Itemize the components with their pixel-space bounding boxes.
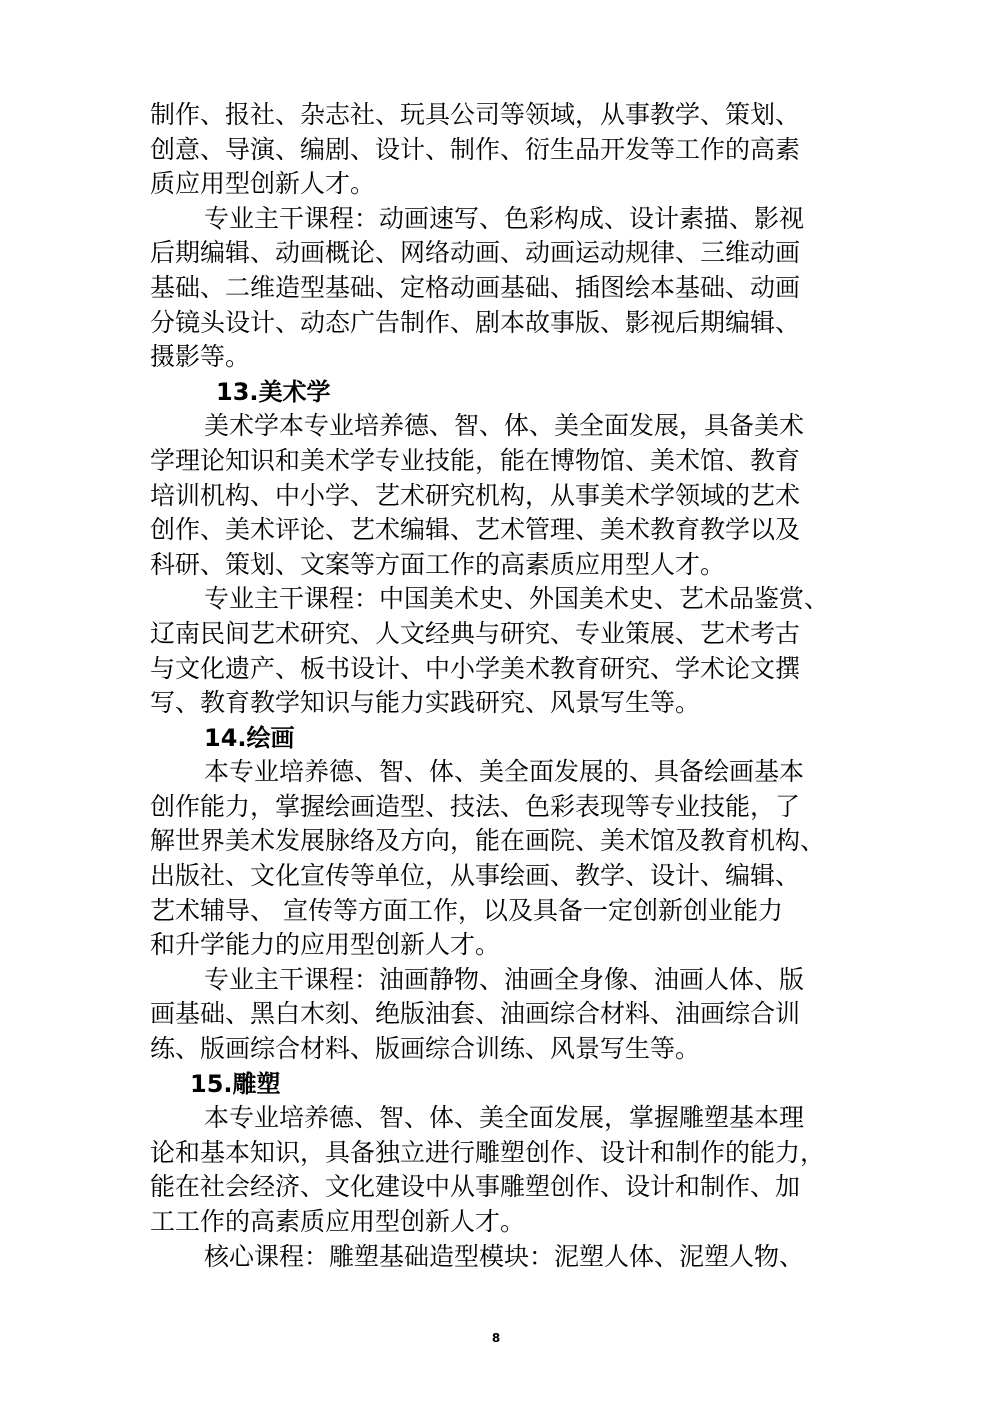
text-line: 科研、策划、文案等方面工作的高素质应用型人才。 bbox=[150, 549, 726, 579]
section-heading-fine-arts: 13.美术学 bbox=[216, 377, 331, 406]
text-line: 与文化遗产、板书设计、中小学美术教育研究、学术论文撰 bbox=[150, 653, 801, 683]
text-line: 专业主干课程：油画静物、油画全身像、油画人体、版 bbox=[204, 964, 805, 994]
text-line: 美术学本专业培养德、智、体、美全面发展，具备美术 bbox=[204, 411, 805, 441]
text-line: 论和基本知识，具备独立进行雕塑创作、设计和制作的能力， bbox=[150, 1137, 826, 1167]
text-line: 能在社会经济、文化建设中从事雕塑创作、设计和制作、加 bbox=[150, 1172, 801, 1202]
text-line: 创意、导演、编剧、设计、制作、衍生品开发等工作的高素 bbox=[150, 134, 801, 164]
text-line: 出版社、文化宣传等单位，从事绘画、教学、设计、编辑、 bbox=[150, 861, 801, 891]
text-line: 学理论知识和美术学专业技能，能在博物馆、美术馆、教育 bbox=[150, 445, 801, 475]
text-line: 核心课程：雕塑基础造型模块：泥塑人体、泥塑人物、 bbox=[204, 1241, 805, 1271]
text-line: 辽南民间艺术研究、人文经典与研究、专业策展、艺术考古 bbox=[150, 618, 801, 648]
text-line: 解世界美术发展脉络及方向，能在画院、美术馆及教育机构、 bbox=[150, 826, 826, 856]
page-body bbox=[150, 98, 845, 1274]
text-line: 创作、美术评论、艺术编辑、艺术管理、美术教育教学以及 bbox=[150, 515, 801, 545]
text-line: 本专业培养德、智、体、美全面发展，掌握雕塑基本理 bbox=[204, 1103, 805, 1133]
text-line: 艺术辅导、 宣传等方面工作，以及具备一定创新创业能力 bbox=[150, 895, 783, 925]
page-number: 8 bbox=[491, 1331, 501, 1345]
section-heading-painting: 14.绘画 bbox=[204, 723, 295, 752]
text-line: 摄影等。 bbox=[150, 342, 251, 372]
text-line: 工工作的高素质应用型创新人才。 bbox=[150, 1207, 526, 1236]
section-heading-sculpture: 15.雕塑 bbox=[190, 1069, 281, 1098]
text-line: 质应用型创新人才。 bbox=[150, 169, 376, 199]
text-line: 专业主干课程：中国美术史、外国美术史、艺术品鉴赏、 bbox=[204, 584, 830, 614]
text-line: 培训机构、中小学、艺术研究机构，从事美术学领域的艺术 bbox=[150, 480, 801, 510]
text-line: 练、版画综合材料、版画综合训练、风景写生等。 bbox=[150, 1034, 701, 1064]
text-line: 画基础、黑白木刻、绝版油套、油画综合材料、油画综合训 bbox=[150, 999, 801, 1029]
text-line: 专业主干课程：动画速写、色彩构成、设计素描、影视 bbox=[204, 203, 805, 233]
text-line: 本专业培养德、智、体、美全面发展的、具备绘画基本 bbox=[204, 757, 805, 787]
text-line: 写、教育教学知识与能力实践研究、风景写生等。 bbox=[150, 688, 701, 718]
text-line: 和升学能力的应用型创新人才。 bbox=[150, 930, 501, 960]
text-line: 后期编辑、动画概论、网络动画、动画运动规律、三维动画 bbox=[150, 238, 801, 268]
text-line: 制作、报社、杂志社、玩具公司等领域，从事教学、策划、 bbox=[150, 100, 801, 129]
text-line: 基础、二维造型基础、定格动画基础、插图绘本基础、动画 bbox=[150, 272, 801, 302]
text-line: 分镜头设计、动态广告制作、剧本故事版、影视后期编辑、 bbox=[150, 307, 801, 337]
text-line: 创作能力，掌握绘画造型、技法、色彩表现等专业技能，了 bbox=[150, 791, 801, 821]
